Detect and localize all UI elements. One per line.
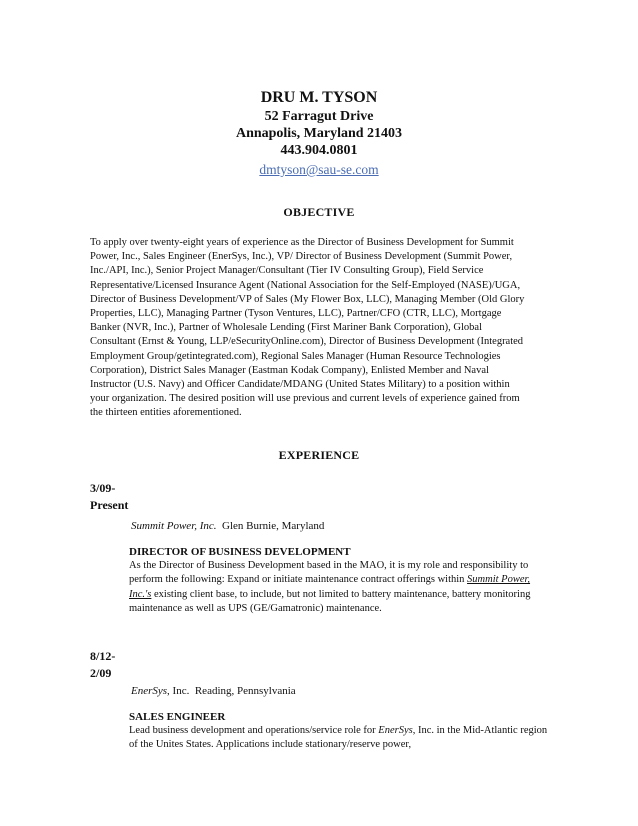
job-title: DIRECTOR OF BUSINESS DEVELOPMENT: [129, 546, 351, 558]
job-date-end: Present: [90, 498, 129, 512]
company-name: EnerSys: [131, 685, 168, 697]
objective-paragraph: To apply over twenty-eight years of experience as the Director of Business Development for Summit Power, Inc., Sales Engineer (EnerSys, Inc.), VP/ Director of Business Development (Summit Power, Inc./API, Inc.), Senior Project Manager/Consultant (Tier IV Consulting Group), Field Service Representative/Licensed Insurance Agent (National Association for the Self-Employed (NASE)/UGA, Director of Business Development/VP of Sales (My Flower Box, LLC), Managing Member (Old Glory Properties, LLC), Managing Partner (Tyson Ventures, LLC), Partner/CFO (CTR, LLC), Mortgage Banker (NVR, Inc.), Partner of Wholesale Lending (First Mariner Bank Corporation), Global Consultant (Ernst & Young, LLP/eSecurityOnline.com), Director of Business Development (Integrated Employment Group/getintegrated.com), Regional Sales Manager (Human Resource Technologies Corporation), District Sales Manager (Eastman Kodak Company), Enlisted Member and Naval Instructor (U.S. Navy) and Officer Candidate/MDANG (United States Military) to a position within your organization. The desired position will use previous and current levels of experience gained from the thirteen entities aforementioned.: [90, 237, 525, 419]
company-location: Glen Burnie, Maryland: [222, 520, 325, 532]
company-location: Reading, Pennsylvania: [194, 685, 296, 697]
job-description: [129, 724, 549, 752]
job-description-part: existing client base, to include, but not limited to battery maintenance, battery monitoring maintenance as well as UPS (GE/Gamatronic) maintenance.: [129, 588, 531, 614]
job-dates: [90, 480, 128, 514]
email-link[interactable]: dmtyson@sau-se.com: [259, 162, 379, 177]
job-description-part: Lead business development and operations/service role for: [129, 725, 379, 737]
company-name: Summit Power, Inc.: [131, 520, 217, 532]
job-date-end: 2/09: [90, 666, 112, 680]
job-date-start: 3/09-: [90, 481, 116, 495]
street-address: 52 Farragut Drive: [264, 109, 374, 124]
company-suffix: , Inc.: [167, 685, 190, 697]
phone-number: 443.904.0801: [280, 143, 358, 158]
email-row: [0, 161, 638, 179]
employer-line: [131, 684, 296, 698]
city-state-zip: Annapolis, Maryland 21403: [235, 126, 403, 141]
job-title: SALES ENGINEER: [129, 711, 226, 723]
job-description: [129, 559, 549, 616]
job-block: [129, 710, 549, 753]
applicant-name: DRU M. TYSON: [260, 89, 378, 106]
job-block: [129, 545, 549, 616]
job-date-start: 8/12-: [90, 649, 116, 663]
job-description-part: , Inc. in the Mid-Atlantic region of the Unites States. Applications include stationary/reserve power,: [129, 725, 548, 751]
objective-heading: [0, 205, 638, 220]
experience-heading-text: EXPERIENCE: [278, 448, 360, 462]
employer-line: [131, 519, 324, 533]
experience-heading: [0, 448, 638, 463]
company-italic: EnerSys: [378, 725, 413, 737]
job-description-part: As the Director of Business Development based in the MAO, it is my role and responsibility to perform the following: Expand or initiate maintenance contract offerings within: [129, 560, 529, 586]
job-dates: [90, 648, 115, 682]
objective-heading-text: OBJECTIVE: [283, 205, 355, 219]
contact-header: [0, 88, 638, 179]
company-possessive: Summit Power, Inc.'s: [129, 574, 531, 600]
